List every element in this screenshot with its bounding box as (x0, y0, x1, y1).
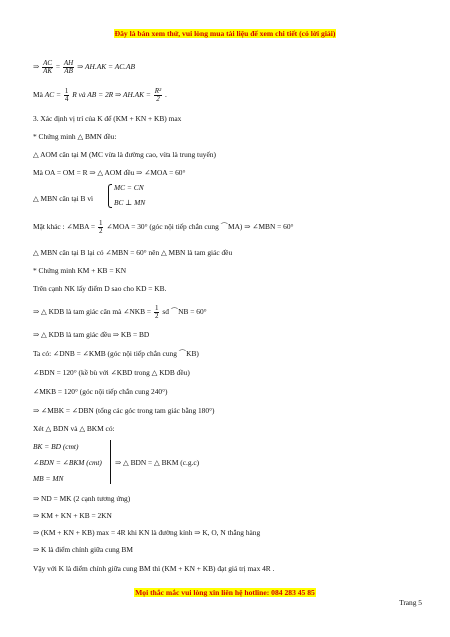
system-bar (110, 440, 111, 484)
text-line-11: Trên cạnh NK lấy điểm D sao cho KD = KB. (33, 284, 167, 293)
text-line-5: △ AOM cân tại M (MC vừa là đường cao, vừa là trung tuyến) (33, 150, 216, 159)
equation-line-2: Mà AC = $\frac{1}{4}$ R và AB = 2R ⇒ AH.AK = $\frac{\text{R²}}{2}$ . (33, 87, 167, 103)
prove-bmn-equilateral: * Chứng minh △ BMN đều: (33, 132, 117, 141)
text-line-13: ⇒ △ KDB là tam giác đều ⇒ KB = BD (33, 330, 150, 339)
cong-line-2: ∠BDN = ∠BKM (cmt) (33, 458, 102, 467)
text-line-16: ∠MKB = 120° (góc nội tiếp chắn cung 240°) (33, 387, 168, 396)
cong-line-3: MB = MN (33, 474, 64, 483)
cong-conclusion: ⇒ △ BDN = △ BKM (c.g.c) (115, 458, 200, 467)
footer-banner: Mọi thắc mắc vui lòng xin liên hệ hotline: 084 283 45 85 (135, 588, 315, 597)
fraction-ac-ak: $\frac{AC}{AK}$ (43, 59, 53, 75)
fraction-one-half: $\frac{1}{2}$ (98, 219, 103, 235)
fraction-one-quarter: $\frac{1}{4}$ (64, 87, 69, 103)
section-3-heading: 3. Xác định vị trí của K để (KM + KN + KB) max (33, 114, 182, 123)
text-line-7: △ MBN cân tại B vì (33, 194, 94, 203)
text-line-12: ⇒ △ KDB là tam giác cân mà ∠NKB = $\frac{1}{2}$ sđ ⌒NB = 60° (33, 304, 207, 320)
system-brace (108, 184, 112, 208)
text-line-25: ⇒ K là điểm chính giữa cung BM (33, 545, 133, 554)
text-line-9: △ MBN cân tại B lại có ∠MBN = 60° nên △ MBN là tam giác đều (33, 248, 233, 257)
text-line-8: Mặt khác : ∠MBA = $\frac{1}{2}$ ∠MOA = 30° (góc nội tiếp chắn cung ⌒MA) ⇒ ∠MBN = 60° (33, 219, 294, 235)
cong-line-1: BK = BD (cmt) (33, 442, 79, 451)
text-line-15: ∠BDN = 120° (kề bù với ∠KBD trong △ KDB đều) (33, 368, 190, 377)
fraction-one-half-2: $\frac{1}{2}$ (154, 304, 159, 320)
text-line-24: ⇒ (KM + KN + KB) max = 4R khi KN là đường kính ⇒ K, O, N thẳng hàng (33, 528, 261, 537)
text-line-23: ⇒ KM + KN + KB = 2KN (33, 511, 112, 520)
text-line-22: ⇒ ND = MK (2 cạnh tương ứng) (33, 494, 131, 503)
brace-line-bc-mn: BC ⊥ MN (114, 198, 146, 207)
text-line-6: Mà OA = OM = R ⇒ △ AOM đều ⇒ ∠MOA = 60° (33, 168, 186, 177)
brace-line-mc-cn: MC = CN (114, 183, 144, 192)
text-line-18: Xét △ BDN và △ BKM có: (33, 424, 115, 433)
fraction-r2-2: $\frac{\text{R²}}{2}$ (154, 87, 162, 103)
fraction-ah-ab: $\frac{AH}{AB}$ (63, 59, 74, 75)
prove-km-kb-kn: * Chứng minh KM + KB = KN (33, 266, 127, 275)
page-number: Trang 5 (399, 598, 422, 607)
conclusion-line: Vậy với K là điểm chính giữa cung BM thì (KM + KN + KB) đạt giá trị max 4R . (33, 564, 275, 573)
equation-line-1: ⇒ $\frac{AC}{AK}$ = $\frac{AH}{AB}$ ⇒ AH.AK = AC.AB (33, 59, 136, 75)
text-line-17: ⇒ ∠MBK = ∠DBN (tổng các góc trong tam giác bằng 180°) (33, 406, 215, 415)
header-banner: Đây là bản xem thử, vui lòng mua tài liệu để xem chi tiết (có lời giải) (114, 29, 336, 38)
text-line-14: Ta có: ∠DNB = ∠KMB (góc nội tiếp chắn cung ⌒KB) (33, 349, 199, 358)
